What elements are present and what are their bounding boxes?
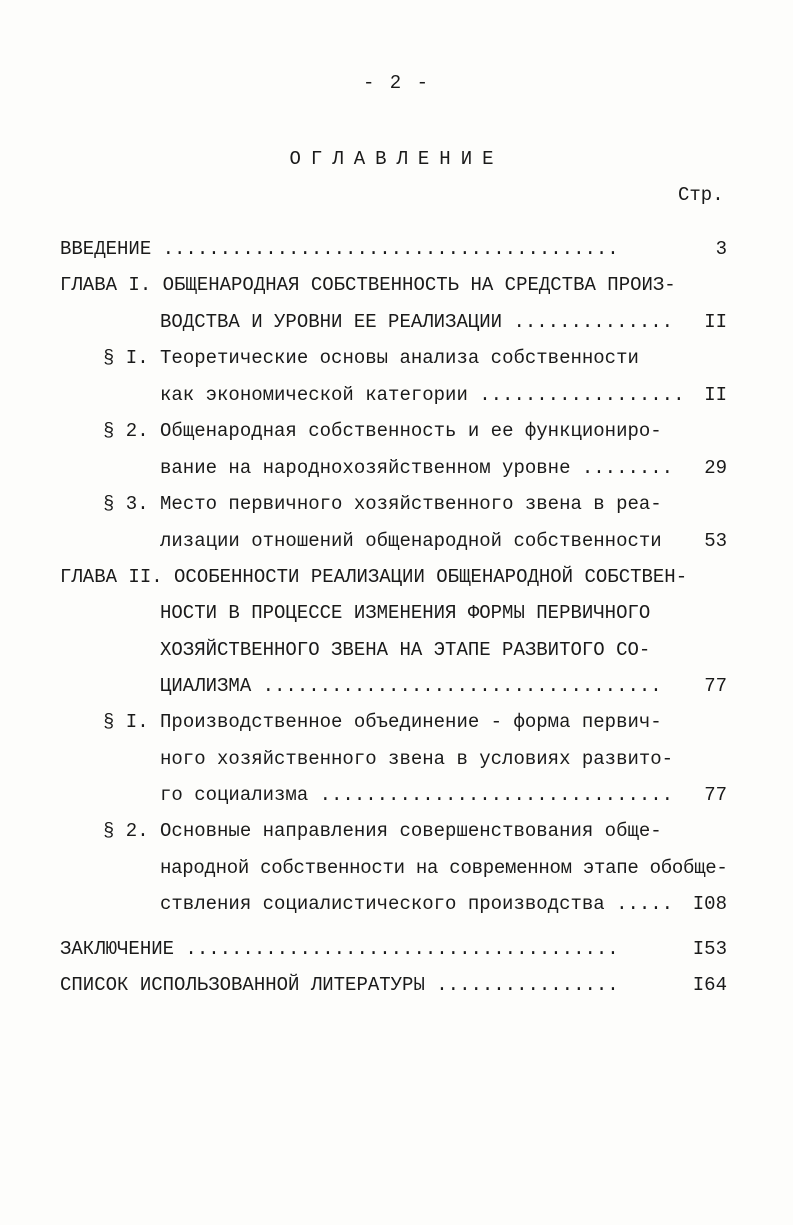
toc-entry-ch1-section-2: § 2. Общенародная собственность и ее функциониро- [103, 420, 662, 442]
toc-entry-conclusion: ЗАКЛЮЧЕНИЕ ...................................... [60, 938, 619, 960]
toc-page-chapter-1: II [704, 311, 727, 333]
toc-page-ch2-section-2: I08 [692, 893, 727, 915]
page-title: ОГЛАВЛЕНИЕ [289, 148, 504, 170]
toc-entry-chapter-1-cont: ВОДСТВА И УРОВНИ ЕЕ РЕАЛИЗАЦИИ .............. [160, 311, 674, 333]
toc-entry-chapter-2-cont-1: НОСТИ В ПРОЦЕССЕ ИЗМЕНЕНИЯ ФОРМЫ ПЕРВИЧНОГО [160, 602, 651, 624]
toc-entry-ch2-section-2-cont-2: ствления социалистического производства ..... [160, 893, 674, 915]
toc-entry-ch1-section-3: § 3. Место первичного хозяйственного звена в реа- [103, 493, 662, 515]
toc-entry-ch1-section-1: § I. Теоретические основы анализа собственности [103, 347, 639, 369]
toc-entry-chapter-2: ГЛАВА II. ОСОБЕННОСТИ РЕАЛИЗАЦИИ ОБЩЕНАРОДНОЙ СОБСТВЕН- [60, 566, 688, 588]
toc-entry-ch2-section-1-cont-2: го социализма ............................... [160, 784, 674, 806]
toc-entry-chapter-2-cont-3: ЦИАЛИЗМА ................................... [160, 675, 662, 697]
toc-page-chapter-2: 77 [704, 675, 727, 697]
toc-entry-ch2-section-2: § 2. Основные направления совершенствования обще- [103, 820, 662, 842]
toc-entry-ch1-section-2-cont: вание на народнохозяйственном уровне ........ [160, 457, 674, 479]
page-number: - 2 - [362, 72, 430, 94]
toc-entry-ch2-section-2-cont-1: народной собственности на современном этапе обобще- [160, 857, 728, 879]
toc-entry-introduction: ВВЕДЕНИЕ ........................................ [60, 238, 619, 260]
toc-entry-chapter-2-cont-2: ХОЗЯЙСТВЕННОГО ЗВЕНА НА ЭТАПЕ РАЗВИТОГО СО- [160, 639, 651, 661]
toc-page-introduction: 3 [715, 238, 727, 260]
toc-entry-ch1-section-3-cont: лизации отношений общенародной собственности [160, 530, 662, 552]
toc-page-ch1-section-3: 53 [704, 530, 727, 552]
toc-page-ch1-section-2: 29 [704, 457, 727, 479]
toc-entry-ch2-section-1: § I. Производственное объединение - форма первич- [103, 711, 662, 733]
toc-page-bibliography: I64 [692, 974, 727, 996]
toc-entry-ch2-section-1-cont-1: ного хозяйственного звена в условиях развито- [160, 748, 674, 770]
toc-entry-chapter-1: ГЛАВА I. ОБЩЕНАРОДНАЯ СОБСТВЕННОСТЬ НА СРЕДСТВА ПРОИЗ- [60, 274, 676, 296]
toc-page-ch2-section-1: 77 [704, 784, 727, 806]
toc-entry-bibliography: СПИСОК ИСПОЛЬЗОВАННОЙ ЛИТЕРАТУРЫ ................ [60, 974, 619, 996]
pages-column-header: Стр. [678, 184, 724, 206]
toc-page-conclusion: I53 [692, 938, 727, 960]
toc-entry-ch1-section-1-cont: как экономической категории .................. [160, 384, 685, 406]
toc-page-ch1-section-1: II [704, 384, 727, 406]
